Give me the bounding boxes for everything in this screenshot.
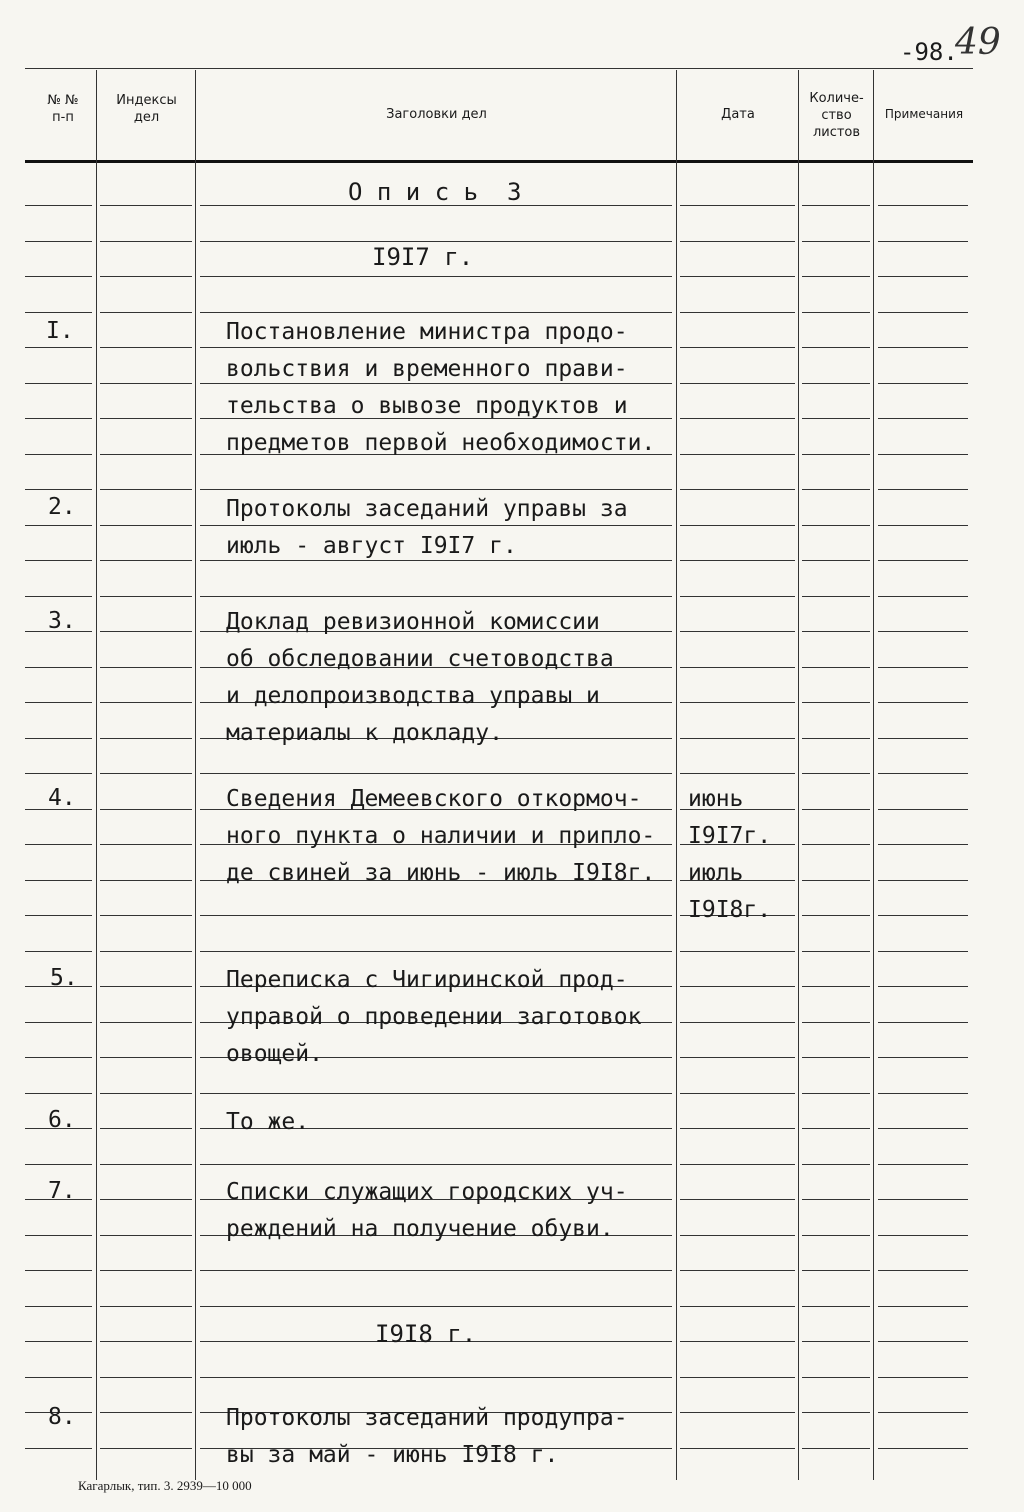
ruled-line	[100, 1412, 192, 1413]
ruled-line	[25, 560, 92, 561]
ruled-line	[100, 702, 192, 703]
ruled-line	[802, 1341, 870, 1342]
ruled-line	[680, 489, 795, 490]
ruled-line	[25, 276, 92, 277]
ruled-line	[802, 702, 870, 703]
ruled-line	[25, 525, 92, 526]
ruled-line	[680, 738, 795, 739]
ruled-line	[802, 312, 870, 313]
ruled-line	[200, 915, 672, 916]
ruled-line	[878, 880, 968, 881]
entry-7-num: 7.	[48, 1178, 76, 1204]
ruled-line	[100, 951, 192, 952]
ruled-line	[25, 915, 92, 916]
ruled-line	[25, 880, 92, 881]
ruled-line	[100, 1057, 192, 1058]
ruled-line	[680, 1270, 795, 1271]
ruled-line	[25, 1306, 92, 1307]
ruled-line	[25, 1057, 92, 1058]
col-divider-5	[873, 70, 874, 1480]
ruled-line	[100, 1448, 192, 1449]
ruled-line	[100, 1306, 192, 1307]
ruled-line	[100, 1235, 192, 1236]
ruled-line	[680, 205, 795, 206]
year-heading-1918: I9I8 г.	[375, 1320, 477, 1348]
ruled-line	[878, 276, 968, 277]
ruled-line	[100, 383, 192, 384]
ruled-line	[25, 667, 92, 668]
entry-1-num: I.	[46, 318, 74, 344]
entry-3-num: 3.	[48, 608, 76, 634]
ruled-line	[25, 489, 92, 490]
header-notes: Примечания	[884, 107, 964, 121]
ruled-line	[878, 418, 968, 419]
ruled-line	[680, 1377, 795, 1378]
ruled-line	[25, 1448, 92, 1449]
page-number-handwritten: 49	[955, 22, 1001, 63]
ruled-line	[100, 418, 192, 419]
ruled-line	[878, 525, 968, 526]
ruled-line	[100, 347, 192, 348]
ruled-line	[680, 241, 795, 242]
entry-6-title: То же.	[226, 1109, 310, 1135]
ruled-line	[100, 986, 192, 987]
ruled-line	[25, 205, 92, 206]
ruled-line	[200, 489, 672, 490]
ruled-line	[100, 667, 192, 668]
ruled-line	[680, 1341, 795, 1342]
ruled-line	[200, 1270, 672, 1271]
ruled-line	[200, 312, 672, 313]
entry-8-title: Протоколы заседаний продупра- вы за май - июнь I9I8 г.	[226, 1405, 628, 1468]
ruled-line	[802, 1412, 870, 1413]
ruled-line	[802, 276, 870, 277]
ruled-line	[25, 1235, 92, 1236]
ruled-line	[680, 702, 795, 703]
entry-6-num: 6.	[48, 1107, 76, 1133]
ruled-line	[200, 951, 672, 952]
ruled-line	[25, 738, 92, 739]
ruled-line	[878, 1128, 968, 1129]
ruled-line	[878, 951, 968, 952]
ruled-line	[680, 312, 795, 313]
ruled-line	[100, 596, 192, 597]
ruled-line	[100, 1022, 192, 1023]
ruled-line	[802, 631, 870, 632]
ruled-line	[878, 347, 968, 348]
ruled-line	[802, 489, 870, 490]
ruled-line	[100, 312, 192, 313]
ruled-line	[802, 383, 870, 384]
ruled-line	[680, 525, 795, 526]
ruled-line	[100, 560, 192, 561]
ruled-line	[878, 809, 968, 810]
ruled-line	[802, 560, 870, 561]
ruled-line	[878, 773, 968, 774]
ruled-line	[100, 489, 192, 490]
ruled-line	[100, 1377, 192, 1378]
ruled-line	[200, 276, 672, 277]
header-date: Дата	[721, 107, 755, 122]
ruled-line	[878, 205, 968, 206]
ruled-line	[878, 596, 968, 597]
ruled-line	[878, 1270, 968, 1271]
ruled-line	[802, 951, 870, 952]
ruled-line	[878, 986, 968, 987]
col-divider-1	[96, 70, 97, 1480]
ruled-line	[100, 844, 192, 845]
ruled-line	[802, 1448, 870, 1449]
col-divider-2	[195, 70, 196, 1480]
ruled-line	[680, 418, 795, 419]
ruled-line	[25, 773, 92, 774]
ruled-line	[25, 418, 92, 419]
ruled-line	[100, 915, 192, 916]
year-heading-1917: I9I7 г.	[372, 243, 474, 271]
ruled-line	[25, 312, 92, 313]
ruled-line	[200, 1164, 672, 1165]
ruled-line	[802, 454, 870, 455]
ruled-line	[680, 1448, 795, 1449]
header-num: № № п-п	[47, 93, 79, 125]
ruled-line	[802, 241, 870, 242]
ruled-line	[878, 383, 968, 384]
ruled-line	[680, 560, 795, 561]
ruled-line	[802, 986, 870, 987]
ruled-line	[200, 1377, 672, 1378]
ruled-line	[802, 915, 870, 916]
entry-4-date: июнь I9I7г. июль I9I8г.	[688, 786, 772, 923]
ruled-line	[802, 525, 870, 526]
header-bottom-rule	[25, 160, 973, 163]
ruled-line	[100, 525, 192, 526]
entry-3-title: Доклад ревизионной комиссии об обследовании счетоводства и делопроизводства управы и материалы к докладу.	[226, 609, 614, 746]
entry-7-title: Списки служащих городских уч- реждений на получение обуви.	[226, 1179, 628, 1242]
ruled-line	[878, 1057, 968, 1058]
ruled-line	[25, 383, 92, 384]
ruled-line	[200, 1306, 672, 1307]
ruled-line	[878, 667, 968, 668]
ruled-line	[25, 241, 92, 242]
entry-4-num: 4.	[48, 785, 76, 811]
ruled-line	[878, 241, 968, 242]
ruled-line	[100, 1270, 192, 1271]
col-divider-3	[676, 70, 677, 1480]
ruled-line	[802, 347, 870, 348]
ruled-line	[680, 1412, 795, 1413]
ruled-line	[802, 1306, 870, 1307]
ruled-line	[680, 667, 795, 668]
ruled-line	[878, 915, 968, 916]
ruled-line	[802, 1377, 870, 1378]
header-top-rule	[25, 68, 973, 69]
ruled-line	[25, 1270, 92, 1271]
ruled-line	[25, 1093, 92, 1094]
ruled-line	[680, 1093, 795, 1094]
inventory-title: О п и с ь 3	[348, 178, 522, 206]
ruled-line	[25, 951, 92, 952]
ruled-line	[680, 1235, 795, 1236]
ruled-line	[878, 631, 968, 632]
ruled-line	[680, 383, 795, 384]
ruled-line	[802, 1022, 870, 1023]
header-index: Индексы дел	[116, 93, 177, 125]
ruled-line	[802, 1128, 870, 1129]
entry-1-title: Постановление министра продо- вольствия и временного прави- тельства о вывозе продуктов и предметов первой необходимости.	[226, 319, 656, 456]
ruled-line	[25, 1341, 92, 1342]
ruled-line	[100, 1128, 192, 1129]
ruled-line	[100, 205, 192, 206]
ruled-line	[680, 1199, 795, 1200]
ruled-line	[802, 1235, 870, 1236]
ruled-line	[200, 773, 672, 774]
entry-8-num: 8.	[48, 1404, 76, 1430]
ruled-line	[100, 276, 192, 277]
entry-2-num: 2.	[48, 494, 76, 520]
ruled-line	[802, 1093, 870, 1094]
ruled-line	[878, 1093, 968, 1094]
printer-footer: Кагарлык, тип. 3. 2939—10 000	[78, 1478, 252, 1493]
ruled-line	[878, 1448, 968, 1449]
ruled-line	[680, 1022, 795, 1023]
entry-5-num: 5.	[50, 965, 78, 991]
ruled-line	[802, 844, 870, 845]
ruled-line	[802, 205, 870, 206]
ruled-line	[802, 1270, 870, 1271]
ruled-line	[878, 1412, 968, 1413]
ruled-line	[680, 773, 795, 774]
ruled-line	[878, 1377, 968, 1378]
header-title: Заголовки дел	[386, 107, 487, 122]
ruled-line	[680, 596, 795, 597]
entry-4-title: Сведения Демеевского откормоч- ного пункта о наличии и припло- де свиней за июнь - июль I9I8г.	[226, 786, 656, 886]
ruled-line	[200, 1093, 672, 1094]
ruled-line	[878, 1306, 968, 1307]
ruled-line	[680, 631, 795, 632]
ruled-line	[100, 631, 192, 632]
ruled-line	[25, 1164, 92, 1165]
ruled-line	[802, 667, 870, 668]
ruled-line	[878, 1022, 968, 1023]
ruled-line	[802, 773, 870, 774]
ruled-line	[802, 809, 870, 810]
ruled-line	[25, 702, 92, 703]
ruled-line	[100, 809, 192, 810]
ruled-line	[680, 1306, 795, 1307]
ruled-line	[878, 1341, 968, 1342]
ruled-line	[680, 347, 795, 348]
ruled-line	[878, 844, 968, 845]
ruled-line	[25, 844, 92, 845]
ruled-line	[100, 1341, 192, 1342]
ruled-line	[878, 312, 968, 313]
header-count: Количе- ство листов	[809, 91, 864, 140]
ruled-line	[878, 738, 968, 739]
ruled-line	[878, 454, 968, 455]
ruled-line	[680, 986, 795, 987]
ruled-line	[878, 1199, 968, 1200]
ruled-line	[680, 951, 795, 952]
ruled-line	[878, 702, 968, 703]
ruled-line	[878, 560, 968, 561]
ruled-line	[25, 1377, 92, 1378]
ruled-line	[680, 1128, 795, 1129]
ruled-line	[802, 738, 870, 739]
ruled-line	[680, 276, 795, 277]
ruled-line	[25, 454, 92, 455]
page-number: -98.	[900, 38, 958, 66]
ruled-line	[25, 347, 92, 348]
ruled-line	[100, 773, 192, 774]
ruled-line	[680, 1164, 795, 1165]
ruled-line	[680, 1057, 795, 1058]
entry-2-title: Протоколы заседаний управы за июль - август I9I7 г.	[226, 496, 628, 559]
ruled-line	[802, 1164, 870, 1165]
ruled-line	[100, 1199, 192, 1200]
ruled-line	[878, 1164, 968, 1165]
ruled-line	[100, 1164, 192, 1165]
ruled-line	[25, 596, 92, 597]
ruled-line	[25, 1022, 92, 1023]
ruled-line	[802, 1057, 870, 1058]
ruled-line	[802, 1199, 870, 1200]
ruled-line	[878, 1235, 968, 1236]
ruled-line	[802, 596, 870, 597]
ruled-line	[802, 418, 870, 419]
ruled-line	[100, 738, 192, 739]
ruled-line	[200, 241, 672, 242]
ruled-line	[100, 241, 192, 242]
ruled-line	[680, 454, 795, 455]
ruled-line	[100, 1093, 192, 1094]
entry-5-title: Переписка с Чигиринской прод- управой о проведении заготовок овощей.	[226, 967, 642, 1067]
col-divider-4	[798, 70, 799, 1480]
ruled-line	[200, 596, 672, 597]
ruled-line	[802, 880, 870, 881]
ruled-line	[100, 880, 192, 881]
ruled-line	[100, 454, 192, 455]
ruled-line	[878, 489, 968, 490]
